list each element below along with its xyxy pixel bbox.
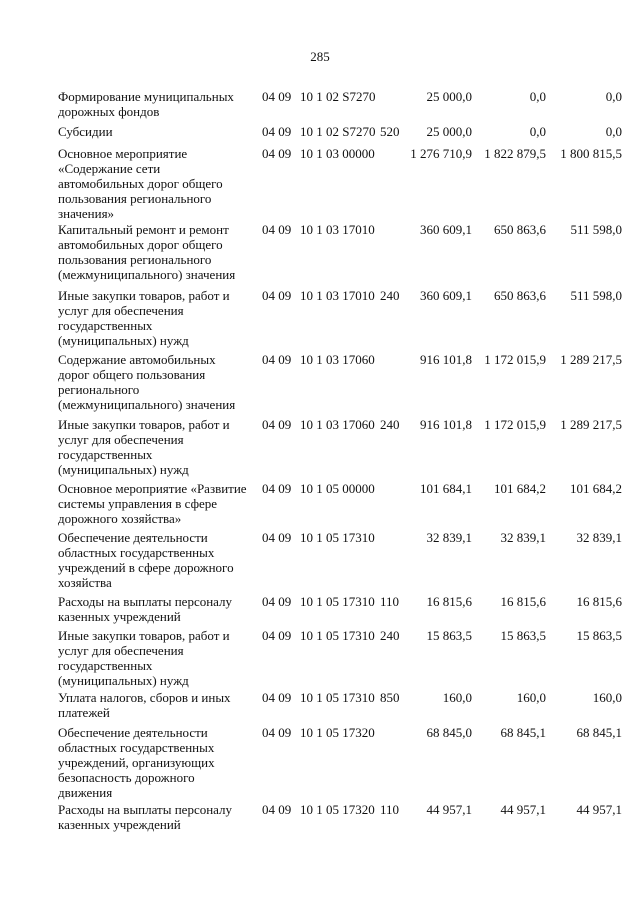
row-section-code: 04 09 xyxy=(262,417,292,432)
row-value-2: 650 863,6 xyxy=(494,288,546,303)
row-value-2: 101 684,2 xyxy=(494,481,546,496)
row-target-article: 10 1 05 17310 xyxy=(300,690,375,705)
row-section-code: 04 09 xyxy=(262,725,292,740)
row-value-2: 1 172 015,9 xyxy=(484,417,546,432)
row-name: Расходы на выплаты персоналу казенных учреждений xyxy=(58,594,233,624)
row-target-article: 10 1 03 00000 xyxy=(300,146,375,161)
row-name: Расходы на выплаты персоналу казенных учреждений xyxy=(58,802,233,832)
row-name: Обеспечение деятельности областных государственных учреждений, организующих безопасность дорожного движения xyxy=(58,725,215,800)
row-expense-type: 110 xyxy=(380,594,400,609)
row-value-1: 101 684,1 xyxy=(420,481,472,496)
row-target-article: 10 1 05 17310 xyxy=(300,530,375,545)
row-section-code: 04 09 xyxy=(262,594,292,609)
row-section-code: 04 09 xyxy=(262,89,292,104)
row-value-3: 1 289 217,5 xyxy=(560,417,622,432)
row-target-article: 10 1 05 17320 xyxy=(300,802,375,817)
row-name: Иные закупки товаров, работ и услуг для обеспечения государственных (муниципальных) нужд xyxy=(58,628,230,688)
row-target-article: 10 1 03 17060 xyxy=(300,352,375,367)
row-value-3: 1 800 815,5 xyxy=(560,146,622,161)
row-value-3: 44 957,1 xyxy=(576,802,622,817)
row-name: Капитальный ремонт и ремонт автомобильных дорог общего пользования регионального (межмуниципального) значения xyxy=(58,222,236,282)
row-name: Уплата налогов, сборов и иных платежей xyxy=(58,690,231,720)
row-target-article: 10 1 05 17320 xyxy=(300,725,375,740)
row-value-1: 15 863,5 xyxy=(426,628,472,643)
row-value-2: 160,0 xyxy=(516,690,546,705)
row-value-2: 16 815,6 xyxy=(500,594,546,609)
row-name: Иные закупки товаров, работ и услуг для обеспечения государственных (муниципальных) нужд xyxy=(58,288,230,348)
row-name: Формирование муниципальных дорожных фондов xyxy=(58,89,234,119)
row-value-1: 16 815,6 xyxy=(426,594,472,609)
row-target-article: 10 1 05 17310 xyxy=(300,628,375,643)
row-target-article: 10 1 03 17010 xyxy=(300,222,375,237)
row-value-1: 360 609,1 xyxy=(420,222,472,237)
row-value-2: 0,0 xyxy=(529,89,546,104)
row-value-3: 68 845,1 xyxy=(576,725,622,740)
row-value-3: 511 598,0 xyxy=(570,288,622,303)
row-section-code: 04 09 xyxy=(262,802,292,817)
row-name: Основное мероприятие «Содержание сети автомобильных дорог общего пользования регионального значения» xyxy=(58,146,223,221)
row-target-article: 10 1 02 S7270 xyxy=(300,124,376,139)
row-name: Субсидии xyxy=(58,124,113,139)
row-value-3: 0,0 xyxy=(605,124,622,139)
row-value-3: 32 839,1 xyxy=(576,530,622,545)
row-target-article: 10 1 03 17060 xyxy=(300,417,375,432)
page-number: 285 xyxy=(310,49,330,64)
row-name: Иные закупки товаров, работ и услуг для обеспечения государственных (муниципальных) нужд xyxy=(58,417,230,477)
row-target-article: 10 1 03 17010 xyxy=(300,288,375,303)
row-name: Основное мероприятие «Развитие системы управления в сфере дорожного хозяйства» xyxy=(58,481,247,526)
row-value-1: 44 957,1 xyxy=(426,802,472,817)
row-section-code: 04 09 xyxy=(262,481,292,496)
row-expense-type: 850 xyxy=(380,690,400,705)
row-value-1: 32 839,1 xyxy=(426,530,472,545)
row-value-3: 16 815,6 xyxy=(576,594,622,609)
row-value-1: 160,0 xyxy=(442,690,472,705)
row-value-3: 15 863,5 xyxy=(576,628,622,643)
row-value-3: 511 598,0 xyxy=(570,222,622,237)
row-value-3: 160,0 xyxy=(592,690,622,705)
row-expense-type: 520 xyxy=(380,124,400,139)
row-expense-type: 110 xyxy=(380,802,400,817)
row-value-1: 25 000,0 xyxy=(426,124,472,139)
row-value-2: 1 822 879,5 xyxy=(484,146,546,161)
row-section-code: 04 09 xyxy=(262,352,292,367)
row-value-2: 1 172 015,9 xyxy=(484,352,546,367)
row-value-3: 1 289 217,5 xyxy=(560,352,622,367)
row-section-code: 04 09 xyxy=(262,628,292,643)
row-section-code: 04 09 xyxy=(262,288,292,303)
row-section-code: 04 09 xyxy=(262,146,292,161)
row-value-2: 32 839,1 xyxy=(500,530,546,545)
row-value-2: 0,0 xyxy=(529,124,546,139)
row-expense-type: 240 xyxy=(380,417,400,432)
row-section-code: 04 09 xyxy=(262,690,292,705)
row-name: Содержание автомобильных дорог общего пользования регионального (межмуниципального) значения xyxy=(58,352,236,412)
row-value-2: 15 863,5 xyxy=(500,628,546,643)
row-target-article: 10 1 05 00000 xyxy=(300,481,375,496)
row-value-2: 44 957,1 xyxy=(500,802,546,817)
row-target-article: 10 1 02 S7270 xyxy=(300,89,376,104)
row-value-3: 0,0 xyxy=(605,89,622,104)
row-section-code: 04 09 xyxy=(262,124,292,139)
row-name: Обеспечение деятельности областных государственных учреждений в сфере дорожного хозяйства xyxy=(58,530,234,590)
row-expense-type: 240 xyxy=(380,628,400,643)
row-value-2: 68 845,1 xyxy=(500,725,546,740)
row-target-article: 10 1 05 17310 xyxy=(300,594,375,609)
row-value-1: 68 845,0 xyxy=(426,725,472,740)
row-section-code: 04 09 xyxy=(262,222,292,237)
row-value-1: 25 000,0 xyxy=(426,89,472,104)
row-value-2: 650 863,6 xyxy=(494,222,546,237)
row-value-1: 916 101,8 xyxy=(420,352,472,367)
row-value-3: 101 684,2 xyxy=(570,481,622,496)
row-section-code: 04 09 xyxy=(262,530,292,545)
row-value-1: 360 609,1 xyxy=(420,288,472,303)
row-value-1: 1 276 710,9 xyxy=(410,146,472,161)
row-value-1: 916 101,8 xyxy=(420,417,472,432)
row-expense-type: 240 xyxy=(380,288,400,303)
